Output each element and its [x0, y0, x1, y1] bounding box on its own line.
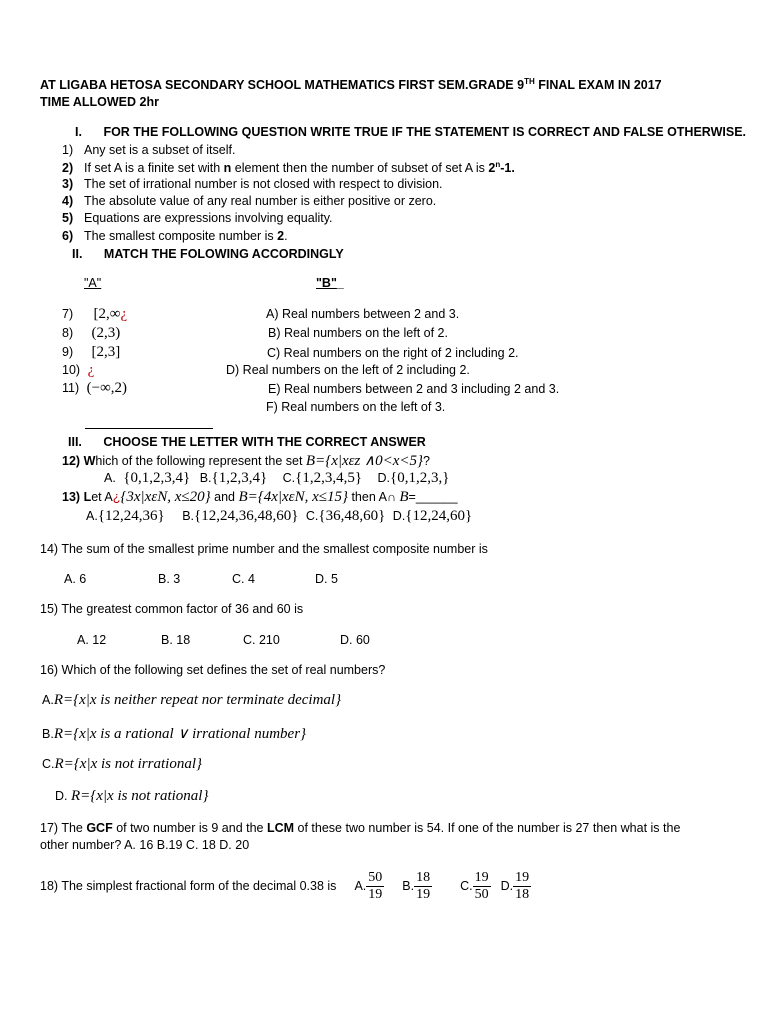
q18-c-denominator: 50 [474, 886, 489, 902]
q12-option-b: {1,2,3,4} [211, 470, 268, 486]
match-item-11 [62, 380, 127, 397]
question-18 [40, 868, 531, 904]
time-allowed: TIME ALLOWED 2hr [40, 95, 159, 109]
match-7-mark: ¿ [120, 306, 128, 322]
match-10-number: 10) [62, 363, 81, 377]
q17-text-c: of these two number is 54. If one of the number is 27 then what is the [294, 821, 681, 835]
q17-text-b: of two number is 9 and the [112, 821, 267, 835]
match-item-9 [62, 344, 120, 361]
match-item-10 [62, 362, 94, 379]
q18-option-d-fraction [513, 870, 531, 903]
section1-roman: I. [75, 125, 82, 139]
match-7-expr: [2,∞ [93, 306, 121, 322]
q18-option-c-fraction [473, 870, 491, 903]
match-9-expr: [2,3] [91, 344, 121, 360]
q12-option-d-label: D. [377, 471, 391, 485]
q13-then: then A∩ [347, 490, 400, 504]
question-4 [62, 194, 436, 208]
q2-sup-n: n [495, 160, 501, 169]
question-6 [62, 229, 288, 243]
q16-option-b-label: B. [42, 727, 54, 741]
q16-option-d-label: D. [55, 789, 71, 803]
match-option-e: E) Real numbers between 2 and 3 including 2 and 3. [268, 382, 560, 396]
q13-option-c: {36,48,60} [318, 508, 386, 524]
q12-w: W [83, 454, 96, 468]
exam-title-year: FINAL EXAM IN 2017 [534, 78, 662, 93]
q17-lcm: LCM [266, 821, 295, 835]
match-7-number: 7) [62, 307, 74, 321]
section2-roman: II. [72, 247, 83, 261]
q18-option-b-fraction [414, 870, 432, 903]
q14-option-c: C. 4 [232, 572, 255, 586]
q4-number: 4) [62, 194, 74, 208]
q2-text-e: -1. [500, 161, 515, 176]
q16-option-b-expr: R={x|x is a rational ∨ irrational number} [53, 726, 307, 742]
q13-option-b-label: B. [182, 509, 195, 523]
q5-text: Equations are expressions involving equality. [84, 211, 333, 225]
q13-text: et A [91, 490, 113, 504]
q18-option-d-label: D. [500, 879, 514, 893]
q18-b-numerator: 18 [416, 869, 431, 885]
q16-option-a-label: A. [42, 693, 54, 707]
match-10-mark: ¿ [87, 362, 95, 378]
q3-text: The set of irrational number is not closed with respect to division. [84, 177, 443, 191]
q5-number: 5) [62, 211, 74, 225]
question-15: 15) The greatest common factor of 36 and 60 is [40, 602, 304, 616]
match-8-expr: (2,3) [91, 325, 121, 341]
q13-options [86, 508, 472, 525]
q16-option-c-label: C. [42, 757, 55, 771]
q15-option-d: D. 60 [340, 633, 370, 647]
q16-option-c [42, 756, 202, 773]
q2-text-c: element then the number of subset of set A is [231, 161, 489, 176]
q12-option-c-label: C. [282, 471, 296, 485]
section1-heading [75, 125, 746, 139]
q18-option-b-label: B. [402, 879, 415, 893]
q18-b-denominator: 19 [416, 886, 431, 902]
exam-title-sup: TH [524, 77, 535, 86]
q16-option-a-expr: R={x|x is neither repeat nor terminate decimal} [53, 692, 342, 708]
section3-roman: III. [68, 435, 82, 449]
match-9-number: 9) [62, 345, 74, 359]
q13-set-a: {3x|xεN, x≤20} [120, 489, 211, 505]
q18-text: 18) The simplest fractional form of the decimal 0.38 is [40, 879, 337, 893]
section1-title: FOR THE FOLLOWING QUESTION WRITE TRUE IF THE STATEMENT IS CORRECT AND FALSE OTHERWISE. [103, 125, 747, 139]
q18-d-numerator: 19 [515, 869, 530, 885]
q17-text-a: 17) The [40, 821, 87, 835]
question-17-line2: other number? A. 16 B.19 C. 18 D. 20 [40, 838, 250, 852]
q13-l: L [83, 490, 92, 504]
match-option-f: F) Real numbers on the left of 3. [266, 400, 446, 414]
q12-set: B={x|xεz ∧0<x<5} [305, 453, 424, 469]
q13-b: B [399, 489, 409, 505]
question-16: 16) Which of the following set defines the set of real numbers? [40, 663, 386, 677]
column-b-label: "B" [316, 276, 337, 290]
q13-number: 13) [62, 490, 81, 504]
q13-and: and [210, 490, 239, 504]
section3-title: CHOOSE THE LETTER WITH THE CORRECT ANSWER [103, 435, 426, 449]
exam-title-text: AT LIGABA HETOSA SECONDARY SCHOOL MATHEMATICS FIRST SEM.GRADE 9 [40, 78, 525, 93]
q2-text-n: n [223, 161, 232, 176]
q16-option-b [42, 724, 306, 743]
match-8-number: 8) [62, 326, 74, 340]
match-11-number: 11) [62, 381, 80, 395]
q18-d-denominator: 18 [515, 886, 530, 902]
question-1 [62, 143, 235, 157]
q6-number: 6) [62, 229, 74, 243]
q14-option-a: A. 6 [64, 572, 87, 586]
q13-option-a: {12,24,36} [97, 508, 165, 524]
divider-line [85, 428, 213, 429]
q13-option-d: {12,24,60} [405, 508, 473, 524]
question-12 [62, 451, 430, 470]
q18-option-c-label: C. [460, 879, 473, 893]
question-13 [62, 489, 458, 506]
q4-text: The absolute value of any real number is either positive or zero. [84, 194, 437, 208]
q13-mark: ¿ [112, 490, 121, 504]
q16-option-d-expr: R={x|x is not rational} [70, 788, 209, 804]
section3-heading [68, 435, 426, 449]
q15-option-c: C. 210 [243, 633, 280, 647]
match-item-8 [62, 325, 120, 342]
section2-title: MATCH THE FOLOWING ACCORDINGLY [103, 247, 344, 261]
q18-a-denominator: 19 [368, 886, 383, 902]
q12-number: 12) [62, 454, 81, 468]
q12-option-a-label: A. [104, 471, 116, 485]
q14-option-b: B. 3 [158, 572, 181, 586]
q16-option-d [55, 788, 208, 805]
q2-text-2: 2 [488, 161, 496, 176]
q2-number: 2) [62, 161, 74, 176]
q13-blank: =______ [408, 490, 458, 504]
question-5 [62, 211, 333, 225]
section2-heading [72, 247, 344, 261]
q1-number: 1) [62, 143, 74, 157]
exam-title [40, 77, 662, 92]
match-item-7 [62, 306, 127, 323]
q12-option-a: {0,1,2,3,4} [123, 470, 191, 486]
question-17 [40, 821, 680, 835]
q15-option-b: B. 18 [161, 633, 191, 647]
match-11-expr: (−∞,2) [86, 380, 128, 396]
q13-option-a-label: A. [86, 509, 98, 523]
q2-text-a: If set A is a finite set with [84, 161, 224, 176]
q12-text: hich of the following represent the set [95, 454, 306, 468]
q12-option-d: {0,1,2,3,} [390, 470, 450, 486]
q16-option-a [42, 692, 341, 709]
q18-a-numerator: 50 [368, 869, 383, 885]
q12-option-b-label: B. [199, 471, 212, 485]
q1-text: Any set is a subset of itself. [84, 143, 236, 157]
q14-option-d: D. 5 [315, 572, 338, 586]
question-3 [62, 177, 443, 191]
question-14: 14) The sum of the smallest prime number and the smallest composite number is [40, 542, 488, 556]
q12-option-c: {1,2,3,4,5} [295, 470, 363, 486]
q13-set-b: B={4x|xεN, x≤15} [238, 489, 348, 505]
q17-gcf: GCF [86, 821, 113, 835]
q18-option-a-label: A. [354, 879, 367, 893]
q13-option-b: {12,24,36,48,60} [194, 508, 299, 524]
q6-text-a: The smallest composite number is [84, 229, 278, 243]
q12-qmark: ? [423, 454, 430, 468]
q6-text-c: . [284, 229, 288, 243]
question-2 [62, 160, 515, 175]
column-a-heading: "A" [84, 276, 102, 290]
column-b-heading [316, 276, 344, 290]
q18-c-numerator: 19 [474, 869, 489, 885]
q13-option-d-label: D. [392, 509, 406, 523]
q15-option-a: A. 12 [77, 633, 107, 647]
match-option-c: C) Real numbers on the right of 2 including 2. [267, 346, 519, 360]
match-option-a: A) Real numbers between 2 and 3. [266, 307, 460, 321]
q12-options [104, 470, 449, 487]
q3-number: 3) [62, 177, 74, 191]
q16-option-c-expr: R={x|x is not irrational} [54, 756, 202, 772]
q18-option-a-fraction [366, 870, 384, 903]
match-option-d: D) Real numbers on the left of 2 including 2. [226, 363, 470, 377]
column-b-tail: _ [336, 276, 344, 290]
q13-option-c-label: C. [305, 509, 319, 523]
q6-text-b: 2 [277, 229, 285, 243]
match-option-b: B) Real numbers on the left of 2. [268, 326, 448, 340]
